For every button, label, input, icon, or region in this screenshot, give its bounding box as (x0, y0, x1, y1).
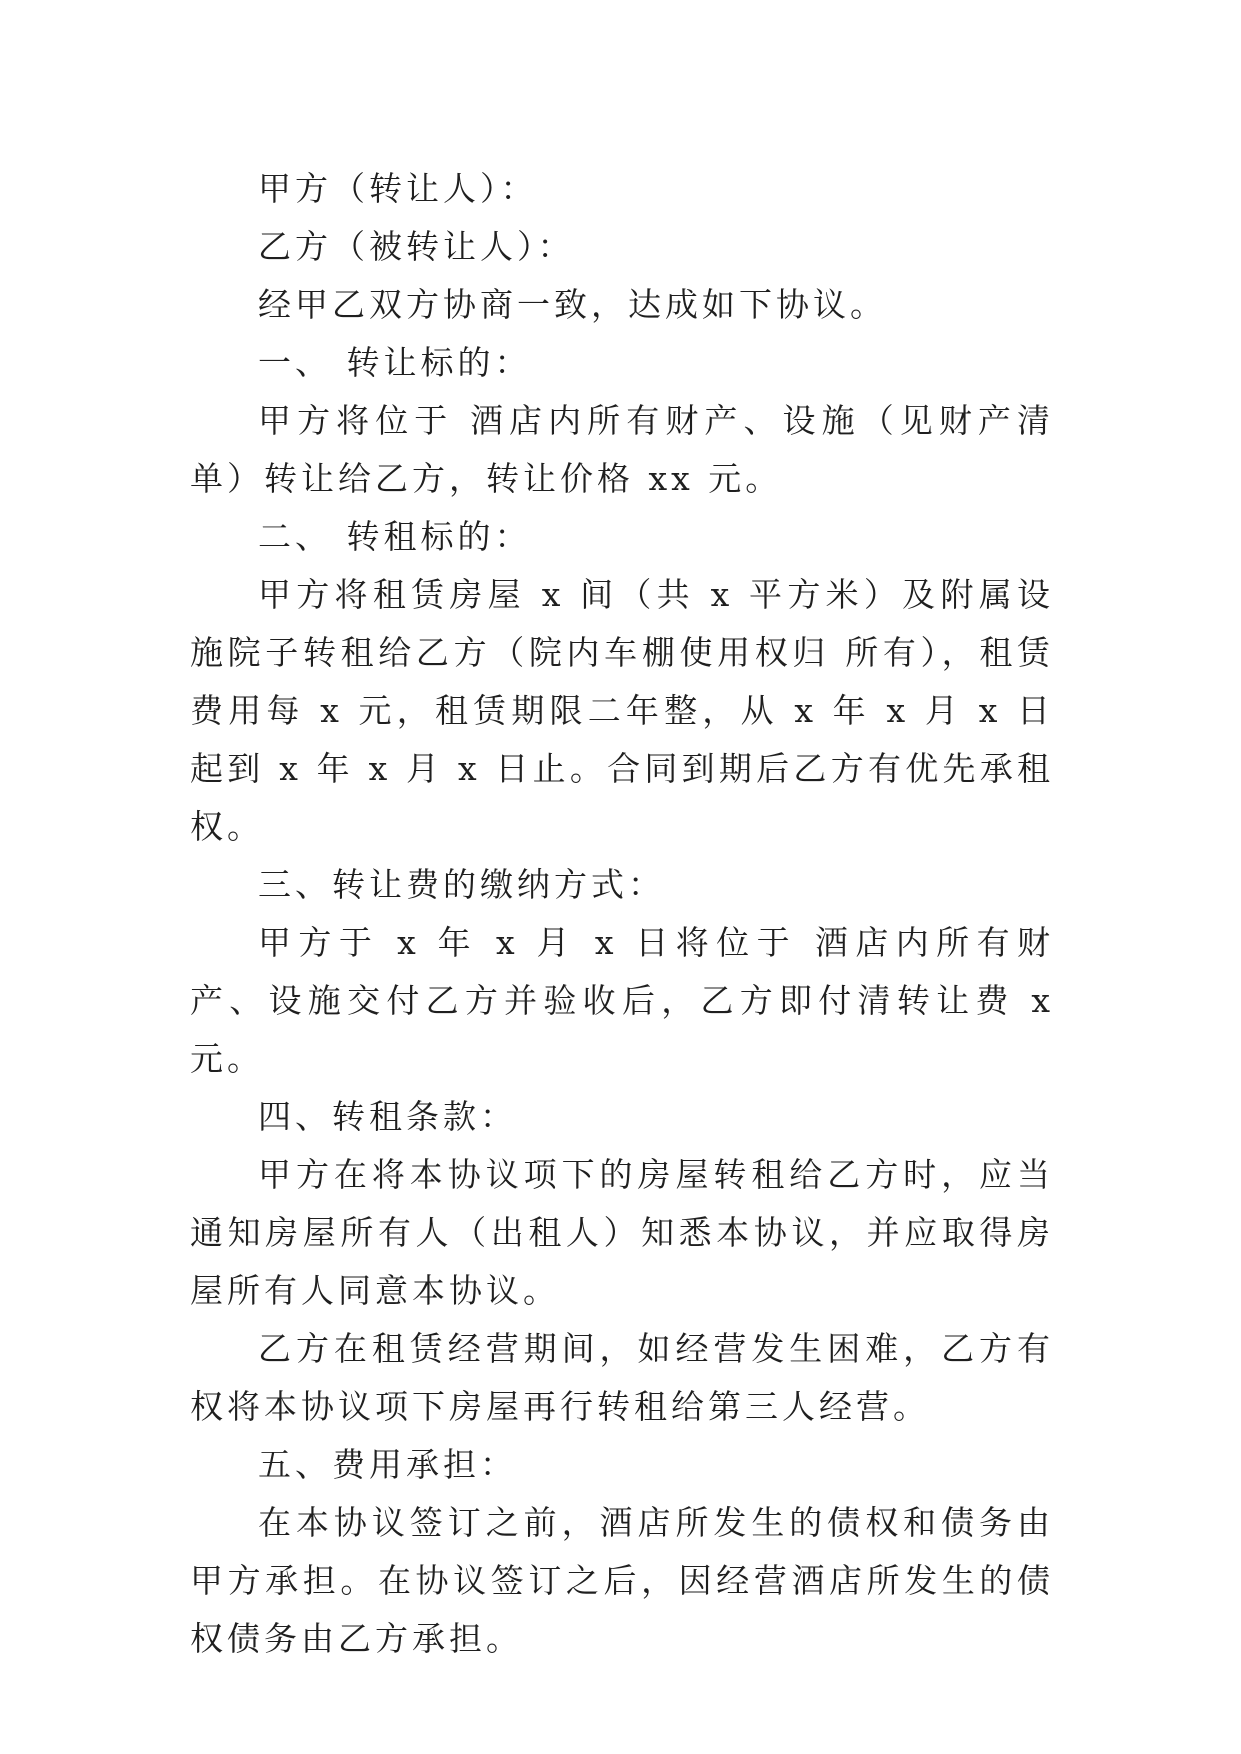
section-3-body: 甲方于 x 年 x 月 x 日将位于 酒店内所有财产、设施交付乙方并验收后，乙方即付清转让费 x 元。 (190, 923, 1054, 1078)
agreement-intro: 经甲乙双方协商一致，达成如下协议。 (258, 285, 887, 324)
party-b-line: 乙方（被转让人）： (258, 227, 575, 266)
section-5-body: 在本协议签订之前，酒店所发生的债权和债务由甲方承担。在协议签订之后，因经营酒店所发生的债权债务由乙方承担。 (190, 1503, 1054, 1658)
section-4-body-1: 甲方在将本协议项下的房屋转租给乙方时，应当通知房屋所有人（出租人）知悉本协议，并应取得房屋所有人同意本协议。 (190, 1155, 1054, 1310)
document-body (190, 160, 1054, 1668)
section-2-heading: 二、 转租标的： (258, 517, 532, 556)
section-4-body-2: 乙方在租赁经营期间，如经营发生困难，乙方有权将本协议项下房屋再行转租给第三人经营。 (190, 1329, 1054, 1426)
section-1-heading: 一、 转让标的： (258, 343, 532, 382)
section-5-heading: 五、费用承担： (258, 1445, 517, 1484)
section-2-body: 甲方将租赁房屋 x 间（共 x 平方米）及附属设施院子转租给乙方（院内车棚使用权归 所有），租赁费用每 x 元，租赁期限二年整，从 x 年 x 月 x 日起到 x 年 x 月 x 日止。合同到期后乙方有优先承租权。 (190, 575, 1054, 846)
section-3-heading: 三、转让费的缴纳方式： (258, 865, 665, 904)
party-a-line: 甲方（转让人）： (258, 169, 538, 208)
section-4-heading: 四、转租条款： (258, 1097, 517, 1136)
section-1-body: 甲方将位于 酒店内所有财产、设施（见财产清单）转让给乙方，转让价格 xx 元。 (190, 401, 1054, 498)
